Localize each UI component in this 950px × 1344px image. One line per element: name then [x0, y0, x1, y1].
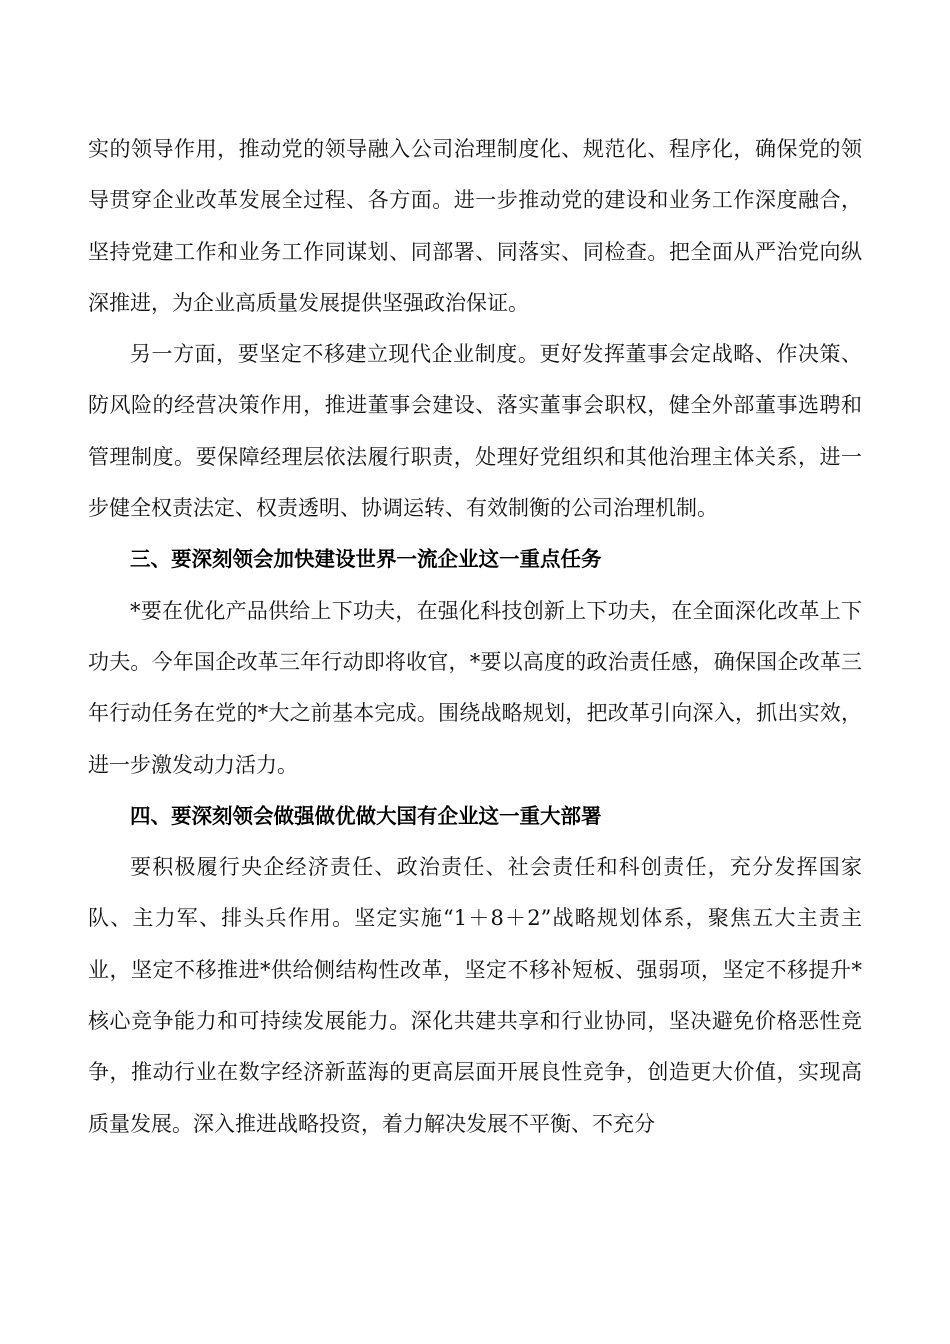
- paragraph-modern-enterprise-system: 另一方面，要坚定不移建立现代企业制度。更好发挥董事会定战略、作决策、防风险的经营决策作用，推进董事会建设、落实董事会职权，健全外部董事选聘和管理制度。要保障经理层依法履行职责，处理好党组织和其他治理主体关系，进一步健全权责法定、权责透明、协调运转、有效制衡的公司治理机制。: [88, 342, 862, 521]
- section-heading-4: 四、要深刻领会做强做优做大国有企业这一重大部署: [130, 803, 602, 828]
- paragraph-state-owned-enterprise: 要积极履行央企经济责任、政治责任、社会责任和科创责任，充分发挥国家队、主力军、排头兵作用。坚定实施“1＋8＋2”战略规划体系，聚焦五大主责主业，坚定不移推进*供给侧结构性改革，坚定不移补短板、强弱项，坚定不移提升*核心竞争能力和可持续发展能力。深化共建共享和行业协同，坚决避免价格恶性竞争，推动行业在数字经济新蓝海的更高层面开展良性竞争，创造更大价值，实现高质量发展。深入推进战略投资，着力解决发展不平衡、不充分: [88, 855, 862, 1136]
- paragraph-world-class-enterprise: *要在优化产品供给上下功夫，在强化科技创新上下功夫，在全面深化改革上下功夫。今年国企改革三年行动即将收官，*要以高度的政治责任感，确保国企改革三年行动任务在党的*大之前基本完成。围绕战略规划，把改革引向深入，抓出实效，进一步激发动力活力。: [88, 598, 862, 777]
- paragraph-party-leadership: 实的领导作用，推动党的领导融入公司治理制度化、规范化、程序化，确保党的领导贯穿企业改革发展全过程、各方面。进一步推动党的建设和业务工作深度融合，坚持党建工作和业务工作同谋划、同部署、同落实、同检查。把全面从严治党向纵深推进，为企业高质量发展提供坚强政治保证。: [88, 137, 862, 315]
- section-heading-3: 三、要深刻领会加快建设世界一流企业这一重点任务: [130, 547, 602, 572]
- document-page: [88, 124, 862, 1150]
